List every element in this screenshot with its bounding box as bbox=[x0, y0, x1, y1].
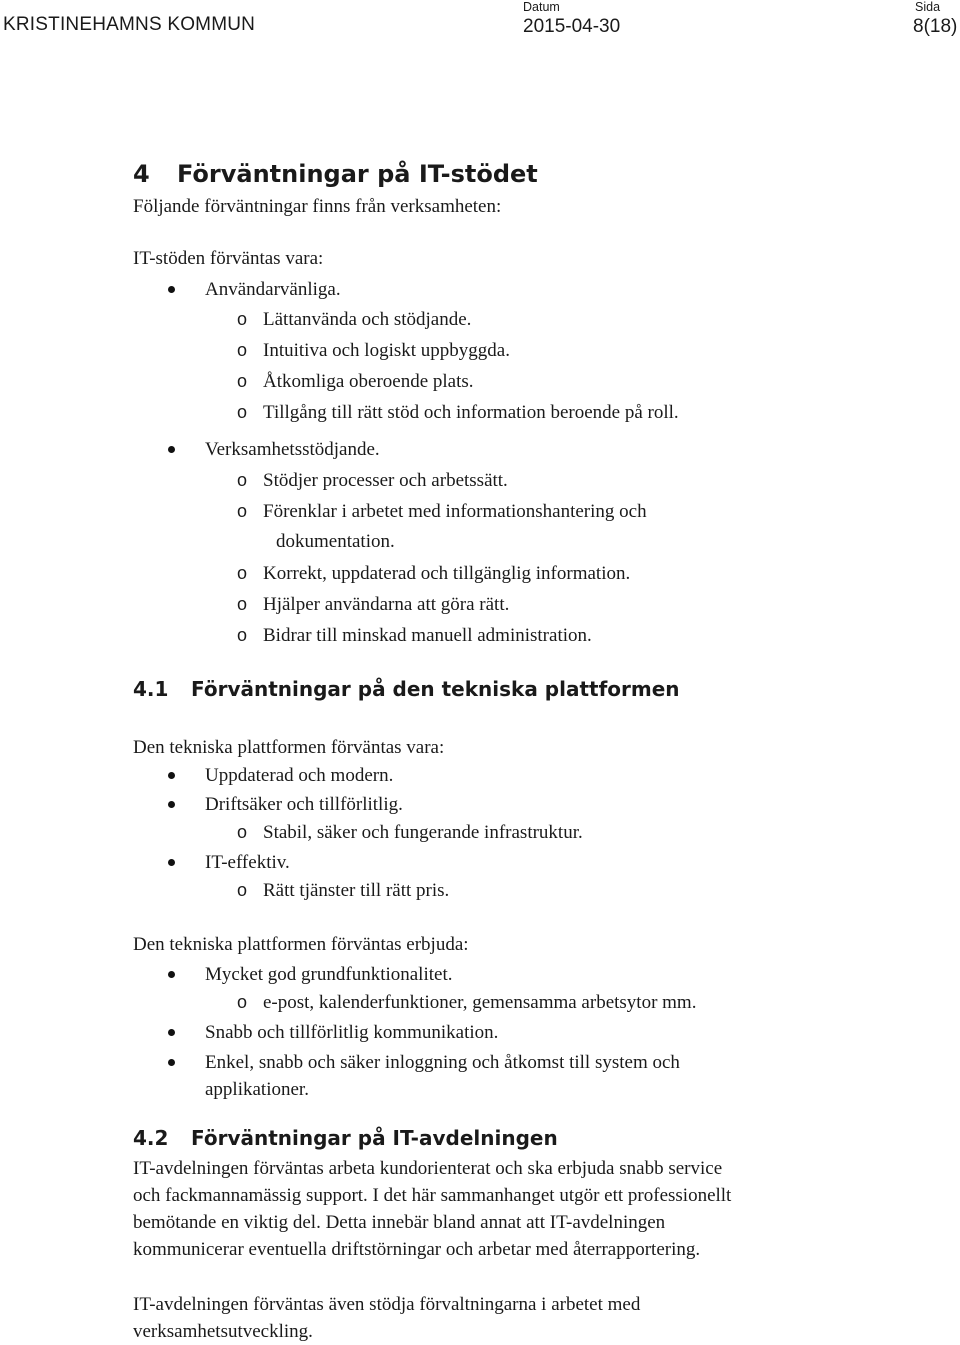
section-number: 4.2 bbox=[133, 1126, 169, 1150]
section-4-2-heading bbox=[133, 1126, 558, 1150]
bullet-icon bbox=[168, 286, 175, 293]
section-title: Förväntningar på IT-avdelningen bbox=[191, 1126, 558, 1150]
circle-bullet-icon: o bbox=[237, 625, 248, 645]
paragraph-line: IT-avdelningen förväntas arbeta kundorienterat och ska erbjuda snabb service bbox=[133, 1158, 723, 1179]
paragraph-line: verksamhetsutveckling. bbox=[133, 1321, 313, 1342]
bullet-icon bbox=[168, 801, 175, 808]
circle-bullet-icon: o bbox=[237, 822, 248, 842]
section-title: Förväntningar på den tekniska plattformen bbox=[191, 677, 680, 701]
paragraph-line: IT-avdelningen förväntas även stödja förvaltningarna i arbetet med bbox=[133, 1294, 641, 1315]
section-4-1-heading bbox=[133, 677, 680, 701]
bullet-icon bbox=[168, 446, 175, 453]
circle-bullet-icon: o bbox=[237, 501, 248, 521]
sub-list-item-continuation: dokumentation. bbox=[276, 531, 395, 552]
bullet-icon bbox=[168, 859, 175, 866]
page-header bbox=[0, 0, 960, 44]
bullet-icon bbox=[168, 772, 175, 779]
page-number: 8(18) bbox=[913, 16, 958, 37]
section-4-1-lead-2: Den tekniska plattformen förväntas erbjuda: bbox=[133, 934, 469, 955]
date-label: Datum bbox=[523, 0, 560, 14]
circle-bullet-icon: o bbox=[237, 594, 248, 614]
paragraph-line: bemötande en viktig del. Detta innebär bland annat att IT-avdelningen bbox=[133, 1212, 666, 1233]
bullet-icon bbox=[168, 971, 175, 978]
circle-bullet-icon: o bbox=[237, 880, 248, 900]
circle-bullet-icon: o bbox=[237, 309, 248, 329]
circle-bullet-icon: o bbox=[237, 563, 248, 583]
paragraph-line: kommunicerar eventuella driftstörningar och arbetar med återrapportering. bbox=[133, 1239, 701, 1260]
section-4-lead: IT-stöden förväntas vara: bbox=[133, 248, 324, 269]
bullet-icon bbox=[168, 1059, 175, 1066]
section-number: 4 bbox=[133, 160, 150, 188]
circle-bullet-icon: o bbox=[237, 402, 248, 422]
paragraph-line: och fackmannamässig support. I det här sammanhanget utgör ett professionellt bbox=[133, 1185, 732, 1206]
bullet-icon bbox=[168, 1029, 175, 1036]
section-4-intro: Följande förväntningar finns från verksamheten: bbox=[133, 196, 502, 217]
organization-name: KRISTINEHAMNS KOMMUN bbox=[3, 14, 256, 35]
circle-bullet-icon: o bbox=[237, 371, 248, 391]
document-date: 2015-04-30 bbox=[523, 16, 621, 37]
section-title: Förväntningar på IT-stödet bbox=[177, 160, 538, 188]
section-number: 4.1 bbox=[133, 677, 169, 701]
circle-bullet-icon: o bbox=[237, 992, 248, 1012]
page-label: Sida bbox=[915, 0, 941, 14]
section-4-1-lead-1: Den tekniska plattformen förväntas vara: bbox=[133, 737, 445, 758]
section-4-heading bbox=[133, 160, 538, 188]
circle-bullet-icon: o bbox=[237, 340, 248, 360]
circle-bullet-icon: o bbox=[237, 470, 248, 490]
